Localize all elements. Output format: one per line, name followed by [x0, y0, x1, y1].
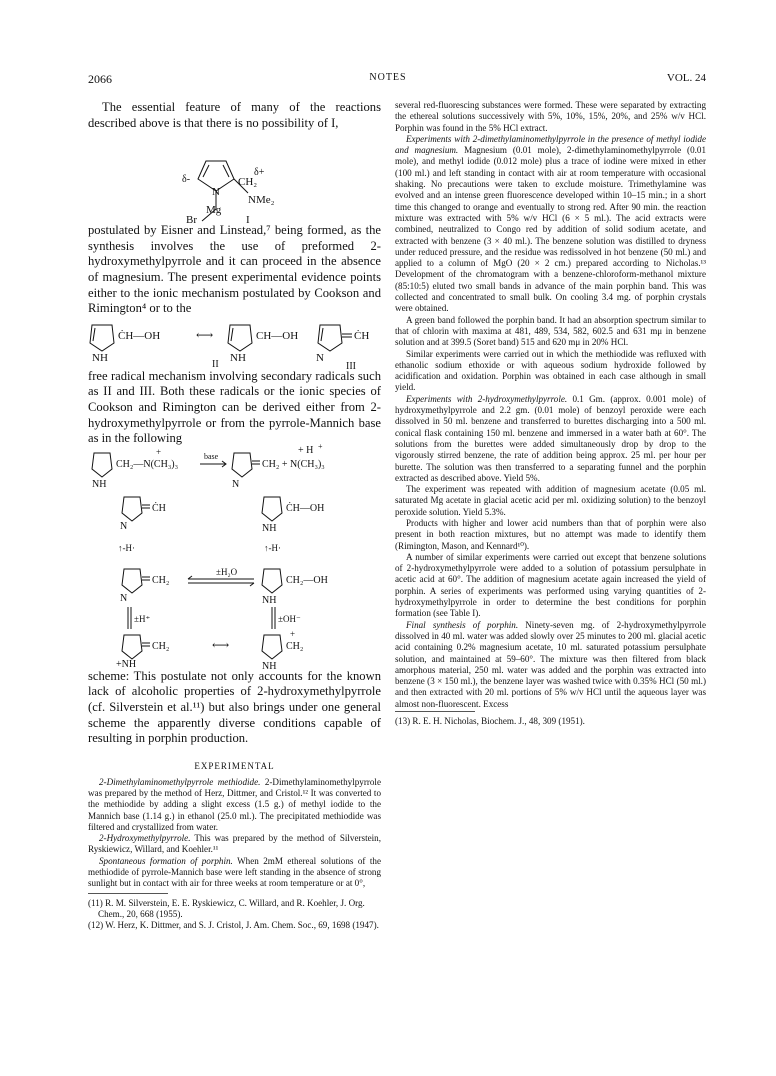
paragraph: A number of similar experiments were carried out except that benzene solutions of 2-hydroxymethylpyrrole were added to a solution of potassium persulphate in acetic acid at 60°. The addition of magnesium acetate again increased the yield of porphin. A series of experiments was performed using varying quantities of 2-hydroxymethylpyrrole in order to determine the best conditions for porphin formation (see Table I). — [395, 551, 706, 619]
section-heading: EXPERIMENTAL — [194, 760, 275, 771]
run-in-heading: Experiments with 2-dimethylaminomethylpyrrole in the presence of methyl iodide and magnesium. — [395, 133, 706, 156]
volume-label: VOL. 24 — [666, 72, 706, 84]
paragraph-body: Ninety-seven mg. of 2-hydroxymethylpyrrole dissolved in 40 ml. water was added slowly over 25 minutes to 200 ml. glacial acetic acid containing 0.2% magnesium acetate, 10 ml. saturated potassium persulphate solution, and maintained at 59–60°. The mixture was then filtered from black amorphous material, 250 ml. water was added and the porphin was extracted into benzene (3 × 150 ml.), the benzene layer was washed twice with 0.35% HCl (50 ml.) and then extracted with 20 ml. portions of 5% w/v HCl until the aqueous layer was almost non-fluorescent. Excess — [395, 619, 706, 709]
footnote-rule — [88, 893, 168, 894]
paragraph — [395, 620, 706, 710]
scheme-intermediate: ĊH — [152, 502, 166, 514]
pyrrole-ring — [90, 325, 114, 351]
atom-n: N — [120, 592, 128, 604]
atom-nme2: NMe₂ — [248, 194, 275, 207]
reaction-scheme-figure — [88, 441, 381, 672]
page-number: 2066 — [88, 72, 112, 86]
left-column — [88, 100, 381, 932]
resonance-arrow: ⟷ — [196, 327, 214, 342]
radical-chain: ĊH — [354, 329, 370, 342]
run-in-heading: Experiments with 2-hydroxymethylpyrrole. — [406, 393, 568, 404]
pyrrole-ring — [228, 325, 252, 351]
pyrrole-ring — [318, 325, 352, 351]
step-label: ↑-H· — [264, 542, 281, 553]
atom-nh: NH — [262, 660, 277, 672]
paragraph — [395, 134, 706, 315]
atom-nh: NH — [262, 594, 277, 606]
arrow-label: ±H₂O — [216, 566, 238, 577]
run-in-heading: 2-Hydroxymethylpyrrole. — [99, 833, 191, 844]
right-column — [395, 100, 706, 727]
paragraph-body: Magnesium (0.01 mole), 2-dimethylaminomethylpyrrole (0.01 mole), and methyl iodide (0.012 mole) plus a trace of iodine were mixed in ether (100 ml.) and left standing in contact with air at room temperature with occasional shaking. No precautions were taken to exclude moisture. Trimethylamine was evolved and an intense green fluorescence developed within 10–15 min.; in a short time this changed to orange and eventually to strong red. After 90 min. the reaction mixture was extracted with 5% w/v HCl (6 × 5 ml.). The acid extracts were combined, neutralized to Congo red by addition of solid sodium acetate, and extracted with benzene (3 × 40 ml.). The benzene solution was distilled to dryness under reduced pressure, and the residue was redissolved in hot benzene (50 ml.) and applied to a column of MgO (20 × 2 cm.) prepared according to Nicholas.¹³ Development of the chromatogram with a benzene-chloroform-methanol mixture (85:10:5) eluted two small bands in advance of the main porphin band. This was collected and concentrated to small bulk. On cooling 3.4 mg. of porphin crystals were obtained. — [395, 145, 706, 314]
radical-structures-figure — [88, 317, 381, 372]
paragraph — [395, 394, 706, 484]
arrow-label: base — [204, 451, 219, 461]
step-label: ±H⁺ — [134, 613, 151, 624]
atom-nh: NH — [262, 522, 277, 534]
structure-label: I — [246, 214, 250, 227]
paragraph: A green band followed the porphin band. It had an absorption spectrum similar to that of chlorin with maxima at 481, 489, 534, 582, 602.5 and 631 mμ in benzene solution and at 399.5 (Soret band) 515 and 620 mμ in 20% HCl. — [395, 314, 706, 348]
step-label: ↑-H· — [118, 542, 135, 553]
atom-n: N — [120, 520, 128, 532]
scheme-intermediate: CH₂ — [152, 640, 170, 652]
paragraph-body: 0.1 Gm. (approx. 0.001 mole) of hydroxymethylpyrrole and 2.2 gm. (0.01 mole) of benzoyl peroxide were each dissolved in 50 ml. benzene and transferred to burettes discharging into a 500 ml. conical flask containing 150 ml. benzene and immersed in a water bath at 60°. The solutions from the burettes were added simultaneously drop by drop to the vigorously stirred benzene, the rate of addition being approx. 25 ml. per hour per burette. The solution was then transferred to a separating funnel and the porphin extracted as described above. Yield 5%. — [395, 393, 706, 483]
atom-n: N — [232, 478, 240, 490]
run-in-heading: Final synthesis of porphin. — [406, 619, 519, 630]
paragraph: The essential feature of many of the reactions described above is that there is no possibility of I, — [88, 100, 381, 130]
charge-plus: + — [290, 628, 296, 639]
paragraph-body: When 2mM ethereal solutions of the methiodide of pyrrole-Mannich base were left standing in the absence of strong sunlight but in contact with air for three weeks at room temperature or at 0°, — [88, 855, 381, 889]
paragraph: Similar experiments were carried out in which the methiodide was refluxed with ethanolic sodium ethoxide or with aqueous sodium hydroxide followed by acidification and oxidation. Porphin was obtained in each case although in small yield. — [395, 348, 706, 393]
radical-chain: CH—OH — [256, 329, 299, 342]
footnote: (12) W. Herz, K. Dittmer, and S. J. Cristol, J. Am. Chem. Soc., 69, 1698 (1947). — [88, 920, 379, 931]
scheme-intermediate: CH₂ — [286, 640, 304, 652]
paragraph: The experiment was repeated with addition of magnesium acetate (0.05 ml. saturated Mg acetate in glacial acetic acid per ml. oxidizing solution) to the benzoyl peroxide solution. Yield 5.3%. — [395, 484, 706, 517]
atom-nh: NH — [92, 351, 108, 364]
scheme-intermediate: ĊH—OH — [286, 502, 325, 514]
scheme-intermediate: CH₂—OH — [286, 574, 328, 586]
proton-label: + H — [298, 444, 314, 456]
footnote: (11) R. M. Silverstein, E. E. Ryskiewicz, C. Willard, and R. Koehler, J. Org. Chem., 20, 668 (1955). — [88, 897, 365, 919]
atom-n: N — [316, 351, 324, 364]
paragraph: postulated by Eisner and Linstead,⁷ being formed, as the synthesis involves the use of preformed 2-hydroxymethylpyrrole and it can proceed in the absence of magnesium. The present experimental evidence points either to the ionic mechanism postulated by Cookson and Rimington⁴ or to the — [88, 223, 381, 316]
atom-nh: NH — [92, 478, 107, 490]
running-head: NOTES — [369, 72, 407, 83]
paragraph: scheme: This postulate not only accounts for the known lack of alcoholic properties of 2-hydroxymethylpyrrole (cf. Silverstein et al.¹¹) but also brings under one general scheme the apparently diverse conditions capable of resulting in porphin production. — [88, 668, 381, 746]
paragraph: free radical mechanism involving secondary radicals such as II and III. Both these radicals or the ionic species of Cookson and Rimington can be derived either from 2-hydroxymethylpyrrole or from the pyrrole-Mannich base as in the following — [88, 368, 381, 446]
footnote-rule — [395, 711, 475, 712]
structure-label-ii: II — [212, 358, 219, 370]
paragraph — [88, 777, 381, 833]
run-in-heading: 2-Dimethylaminomethylpyrrole methiodide. — [99, 776, 261, 787]
paragraph-body: 2-Dimethylaminomethylpyrrole was prepared by the method of Herz, Dittmer, and Cristol.¹² It was converted to the methiodide by adding a slight excess (1.5 g.) of methyl iodide to the Mannich base (1.14 g.) in ethanol (25.0 ml.). The precipitated methiodide was filtered and crystallized from water. — [88, 776, 381, 832]
radical-chain: ĊH—OH — [118, 329, 161, 342]
paragraph: several red-fluorescing substances were formed. These were separated by extracting the ethereal solutions successively with 5%, 10%, 15%, 20%, and 25% w/v HCl. Porphin was found in the 5% HCl extract. — [395, 100, 706, 133]
paragraph — [88, 833, 381, 856]
atom-nh-plus: +NH — [116, 658, 137, 670]
resonance-arrow: ⟷ — [212, 637, 230, 652]
atom-n: N — [212, 186, 220, 199]
atom-nh: NH — [230, 351, 246, 364]
charge-plus: + — [318, 441, 323, 451]
step-label: ±OH⁻ — [278, 613, 301, 624]
delta-plus-label: δ+ — [254, 167, 265, 179]
atom-ch2: CH₂ — [238, 176, 258, 189]
structure-i-figure — [88, 131, 381, 227]
footnote: (13) R. E. H. Nicholas, Biochem. J., 48, 309 (1951). — [395, 716, 585, 727]
run-in-heading: Spontaneous formation of porphin. — [99, 855, 233, 866]
scheme-intermediate: CH₂ — [152, 574, 170, 586]
paragraph-body: This was prepared by the method of Silverstein, Ryskiewicz, Willard, and Koehler.¹¹ — [88, 833, 381, 855]
paragraph — [88, 856, 381, 890]
scheme-product: CH₂ + N(CH₃)₃ — [262, 458, 325, 470]
structure-label-iii: III — [346, 360, 356, 372]
paragraph: Products with higher and lower acid numbers than that of porphin were also present in both reaction mixtures, but no attempt was made to identify them (Rimington, Mason, and Kennard¹⁰). — [395, 517, 706, 551]
scheme-reactant: CH₂—N(CH₃)₃ — [116, 458, 179, 470]
delta-minus-label: δ- — [182, 174, 191, 186]
charge-plus: + — [156, 446, 162, 457]
atom-mg: Mg — [206, 204, 222, 217]
atom-br: Br — [186, 214, 197, 227]
